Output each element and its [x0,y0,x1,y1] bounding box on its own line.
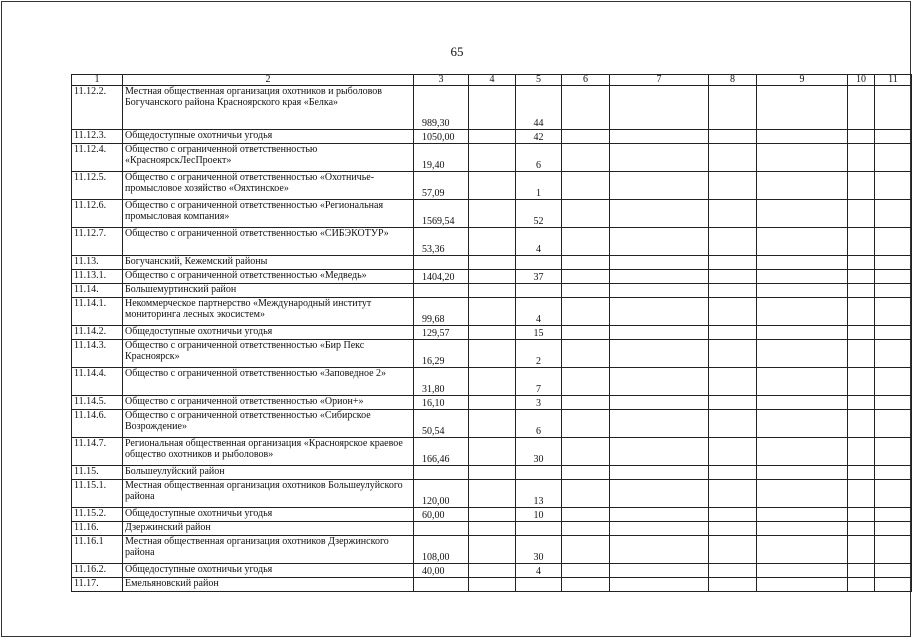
count-value-cell: 52 [516,200,562,228]
count-value-cell: 4 [516,564,562,578]
empty-cell [875,480,912,508]
empty-cell [709,340,757,368]
count-value-cell: 2 [516,340,562,368]
empty-cell [709,410,757,438]
empty-cell [610,522,709,536]
organization-name-cell: Общество с ограниченной ответственностью «КрасноярскЛесПроект» [123,144,414,172]
table-body [72,75,912,592]
row-number-cell: 11.16.1 [72,536,123,564]
table-row [72,480,912,508]
table-row [72,326,912,340]
organization-name-cell: Общество с ограниченной ответственностью «Заповедное 2» [123,368,414,396]
count-value-cell: 6 [516,410,562,438]
table-header-row [72,75,912,86]
organization-name-cell: Некоммерческое партнерство «Международный институт мониторинга лесных экосистем» [123,298,414,326]
row-number-cell: 11.13.1. [72,270,123,284]
empty-cell [562,130,610,144]
empty-cell [875,522,912,536]
area-value-cell [414,466,469,480]
empty-cell [610,298,709,326]
empty-cell [562,536,610,564]
table-row [72,438,912,466]
organization-name-cell: Общедоступные охотничьи угодья [123,326,414,340]
empty-cell [875,466,912,480]
row-number-cell: 11.12.6. [72,200,123,228]
empty-cell [709,480,757,508]
empty-cell [848,536,875,564]
empty-cell [469,578,516,592]
count-value-cell: 3 [516,396,562,410]
empty-cell [610,466,709,480]
table-row [72,368,912,396]
row-number-cell: 11.14.7. [72,438,123,466]
empty-cell [848,86,875,130]
count-value-cell: 30 [516,536,562,564]
empty-cell [757,410,848,438]
row-number-cell: 11.14.3. [72,340,123,368]
table-row [72,172,912,200]
empty-cell [757,480,848,508]
table-row [72,270,912,284]
empty-cell [757,86,848,130]
empty-cell [848,144,875,172]
empty-cell [610,256,709,270]
empty-cell [469,508,516,522]
empty-cell [709,536,757,564]
organization-name-cell: Местная общественная организация охотников и рыболовов Богучанского района Красноярского края «Белка» [123,86,414,130]
empty-cell [848,228,875,256]
organization-name-cell: Общедоступные охотничьи угодья [123,564,414,578]
column-header: 5 [516,75,562,86]
organization-name-cell: Общество с ограниченной ответственностью «Бир Пекс Красноярск» [123,340,414,368]
empty-cell [610,396,709,410]
empty-cell [469,522,516,536]
empty-cell [610,326,709,340]
organization-name-cell: Общество с ограниченной ответственностью «Орион+» [123,396,414,410]
area-value-cell: 120,00 [414,480,469,508]
page-number: 65 [450,44,464,59]
empty-cell [610,144,709,172]
area-value-cell: 99,68 [414,298,469,326]
count-value-cell: 4 [516,298,562,326]
organization-name-cell: Общество с ограниченной ответственностью «СИБЭКОТУР» [123,228,414,256]
table-row [72,522,912,536]
table-row [72,508,912,522]
column-header: 3 [414,75,469,86]
empty-cell [757,256,848,270]
empty-cell [875,368,912,396]
empty-cell [757,578,848,592]
empty-cell [757,340,848,368]
column-header: 11 [875,75,912,86]
table-row [72,200,912,228]
empty-cell [709,522,757,536]
column-header: 10 [848,75,875,86]
empty-cell [757,438,848,466]
empty-cell [562,144,610,172]
table-row [72,144,912,172]
empty-cell [610,228,709,256]
count-value-cell: 1 [516,172,562,200]
organization-name-cell: Местная общественная организация охотников Большеулуйского района [123,480,414,508]
row-number-cell: 11.12.7. [72,228,123,256]
table-row [72,578,912,592]
empty-cell [709,466,757,480]
area-value-cell: 31,80 [414,368,469,396]
area-value-cell [414,256,469,270]
empty-cell [875,396,912,410]
empty-cell [562,508,610,522]
row-number-cell: 11.15.2. [72,508,123,522]
empty-cell [562,564,610,578]
empty-cell [562,578,610,592]
empty-cell [757,298,848,326]
area-value-cell: 53,36 [414,228,469,256]
empty-cell [875,508,912,522]
empty-cell [562,256,610,270]
empty-cell [610,86,709,130]
empty-cell [469,340,516,368]
area-value-cell: 40,00 [414,564,469,578]
count-value-cell [516,522,562,536]
empty-cell [757,466,848,480]
empty-cell [757,368,848,396]
area-value-cell: 129,57 [414,326,469,340]
row-number-cell: 11.12.3. [72,130,123,144]
empty-cell [562,340,610,368]
empty-cell [848,480,875,508]
area-value-cell: 16,10 [414,396,469,410]
row-number-cell: 11.13. [72,256,123,270]
empty-cell [848,256,875,270]
empty-cell [875,438,912,466]
empty-cell [562,438,610,466]
empty-cell [848,200,875,228]
area-value-cell: 60,00 [414,508,469,522]
empty-cell [562,326,610,340]
count-value-cell: 13 [516,480,562,508]
organization-name-cell: Общество с ограниченной ответственностью «Региональная промысловая компания» [123,200,414,228]
empty-cell [610,172,709,200]
area-value-cell: 108,00 [414,536,469,564]
empty-cell [610,368,709,396]
organization-name-cell: Богучанский, Кежемский районы [123,256,414,270]
empty-cell [848,340,875,368]
empty-cell [610,480,709,508]
empty-cell [875,172,912,200]
empty-cell [562,522,610,536]
empty-cell [848,284,875,298]
row-number-cell: 11.12.5. [72,172,123,200]
empty-cell [562,396,610,410]
empty-cell [610,270,709,284]
empty-cell [709,508,757,522]
empty-cell [875,340,912,368]
organization-name-cell: Общедоступные охотничьи угодья [123,130,414,144]
table-row [72,86,912,130]
empty-cell [875,326,912,340]
empty-cell [469,284,516,298]
empty-cell [757,130,848,144]
empty-cell [709,578,757,592]
empty-cell [848,578,875,592]
empty-cell [757,228,848,256]
empty-cell [875,298,912,326]
empty-cell [875,228,912,256]
count-value-cell [516,578,562,592]
organization-name-cell: Общество с ограниченной ответственностью «Охотничье-промысловое хозяйство «Ояхтинское» [123,172,414,200]
table-row [72,228,912,256]
row-number-cell: 11.12.2. [72,86,123,130]
table-row [72,256,912,270]
table-row [72,536,912,564]
empty-cell [848,368,875,396]
empty-cell [757,522,848,536]
empty-cell [709,368,757,396]
empty-cell [562,200,610,228]
empty-cell [469,130,516,144]
organization-name-cell: Региональная общественная организация «Красноярское краевое общество охотников и рыболовов» [123,438,414,466]
empty-cell [757,396,848,410]
row-number-cell: 11.17. [72,578,123,592]
row-number-cell: 11.14. [72,284,123,298]
empty-cell [875,86,912,130]
organization-name-cell: Общедоступные охотничьи угодья [123,508,414,522]
organization-name-cell: Местная общественная организация охотников Дзержинского района [123,536,414,564]
empty-cell [757,564,848,578]
count-value-cell: 37 [516,270,562,284]
empty-cell [709,396,757,410]
empty-cell [562,480,610,508]
area-value-cell: 166,46 [414,438,469,466]
area-value-cell: 1404,20 [414,270,469,284]
empty-cell [469,228,516,256]
column-header: 1 [72,75,123,86]
table-row [72,130,912,144]
empty-cell [875,284,912,298]
area-value-cell: 1050,00 [414,130,469,144]
empty-cell [469,368,516,396]
empty-cell [875,578,912,592]
empty-cell [848,130,875,144]
area-value-cell: 16,29 [414,340,469,368]
empty-cell [610,578,709,592]
empty-cell [610,564,709,578]
empty-cell [709,256,757,270]
empty-cell [848,522,875,536]
count-value-cell: 6 [516,144,562,172]
area-value-cell: 989,30 [414,86,469,130]
count-value-cell [516,256,562,270]
empty-cell [709,438,757,466]
empty-cell [469,480,516,508]
empty-cell [469,256,516,270]
count-value-cell: 30 [516,438,562,466]
empty-cell [562,228,610,256]
empty-cell [469,172,516,200]
row-number-cell: 11.16. [72,522,123,536]
count-value-cell: 15 [516,326,562,340]
empty-cell [875,144,912,172]
empty-cell [709,228,757,256]
empty-cell [610,284,709,298]
empty-cell [875,200,912,228]
empty-cell [562,284,610,298]
empty-cell [848,298,875,326]
empty-cell [875,564,912,578]
empty-cell [848,396,875,410]
organization-name-cell: Емельяновский район [123,578,414,592]
empty-cell [469,536,516,564]
empty-cell [875,256,912,270]
column-header: 2 [123,75,414,86]
row-number-cell: 11.14.4. [72,368,123,396]
empty-cell [562,270,610,284]
empty-cell [848,410,875,438]
empty-cell [709,200,757,228]
empty-cell [469,144,516,172]
empty-cell [709,270,757,284]
empty-cell [757,172,848,200]
count-value-cell: 42 [516,130,562,144]
empty-cell [469,326,516,340]
empty-cell [562,466,610,480]
empty-cell [848,438,875,466]
empty-cell [562,368,610,396]
area-value-cell: 1569,54 [414,200,469,228]
empty-cell [757,270,848,284]
area-value-cell: 19,40 [414,144,469,172]
empty-cell [562,298,610,326]
empty-cell [875,270,912,284]
empty-cell [848,172,875,200]
empty-cell [875,536,912,564]
row-number-cell: 11.12.4. [72,144,123,172]
empty-cell [709,564,757,578]
table-row [72,340,912,368]
count-value-cell: 7 [516,368,562,396]
empty-cell [469,86,516,130]
organization-name-cell: Дзержинский район [123,522,414,536]
empty-cell [610,410,709,438]
row-number-cell: 11.14.1. [72,298,123,326]
count-value-cell [516,466,562,480]
empty-cell [562,172,610,200]
empty-cell [562,410,610,438]
empty-cell [610,508,709,522]
column-header: 7 [610,75,709,86]
column-header: 9 [757,75,848,86]
area-value-cell [414,578,469,592]
row-number-cell: 11.16.2. [72,564,123,578]
organization-name-cell: Большеулуйский район [123,466,414,480]
empty-cell [562,86,610,130]
table-row [72,396,912,410]
organization-name-cell: Большемуртинский район [123,284,414,298]
row-number-cell: 11.15.1. [72,480,123,508]
empty-cell [469,410,516,438]
empty-cell [469,396,516,410]
empty-cell [610,340,709,368]
empty-cell [469,270,516,284]
empty-cell [610,130,709,144]
empty-cell [610,200,709,228]
row-number-cell: 11.15. [72,466,123,480]
empty-cell [709,298,757,326]
count-value-cell [516,284,562,298]
empty-cell [757,284,848,298]
empty-cell [709,172,757,200]
data-table [71,74,912,592]
empty-cell [757,508,848,522]
table-row [72,564,912,578]
organization-name-cell: Общество с ограниченной ответственностью «Сибирское Возрождение» [123,410,414,438]
row-number-cell: 11.14.6. [72,410,123,438]
empty-cell [875,410,912,438]
column-header: 6 [562,75,610,86]
area-value-cell: 50,54 [414,410,469,438]
empty-cell [848,466,875,480]
column-header: 4 [469,75,516,86]
empty-cell [875,130,912,144]
row-number-cell: 11.14.2. [72,326,123,340]
count-value-cell: 44 [516,86,562,130]
empty-cell [848,564,875,578]
column-header: 8 [709,75,757,86]
table-row [72,466,912,480]
empty-cell [610,438,709,466]
empty-cell [469,200,516,228]
table-row [72,410,912,438]
empty-cell [709,144,757,172]
organization-name-cell: Общество с ограниченной ответственностью «Медведь» [123,270,414,284]
empty-cell [709,326,757,340]
row-number-cell: 11.14.5. [72,396,123,410]
empty-cell [757,144,848,172]
empty-cell [757,536,848,564]
count-value-cell: 10 [516,508,562,522]
empty-cell [757,326,848,340]
empty-cell [709,284,757,298]
empty-cell [469,438,516,466]
empty-cell [848,326,875,340]
empty-cell [757,200,848,228]
table-row [72,298,912,326]
empty-cell [469,466,516,480]
count-value-cell: 4 [516,228,562,256]
empty-cell [848,508,875,522]
area-value-cell [414,284,469,298]
empty-cell [469,564,516,578]
table-row [72,284,912,298]
empty-cell [848,270,875,284]
empty-cell [469,298,516,326]
empty-cell [709,130,757,144]
area-value-cell: 57,09 [414,172,469,200]
empty-cell [610,536,709,564]
area-value-cell [414,522,469,536]
empty-cell [709,86,757,130]
